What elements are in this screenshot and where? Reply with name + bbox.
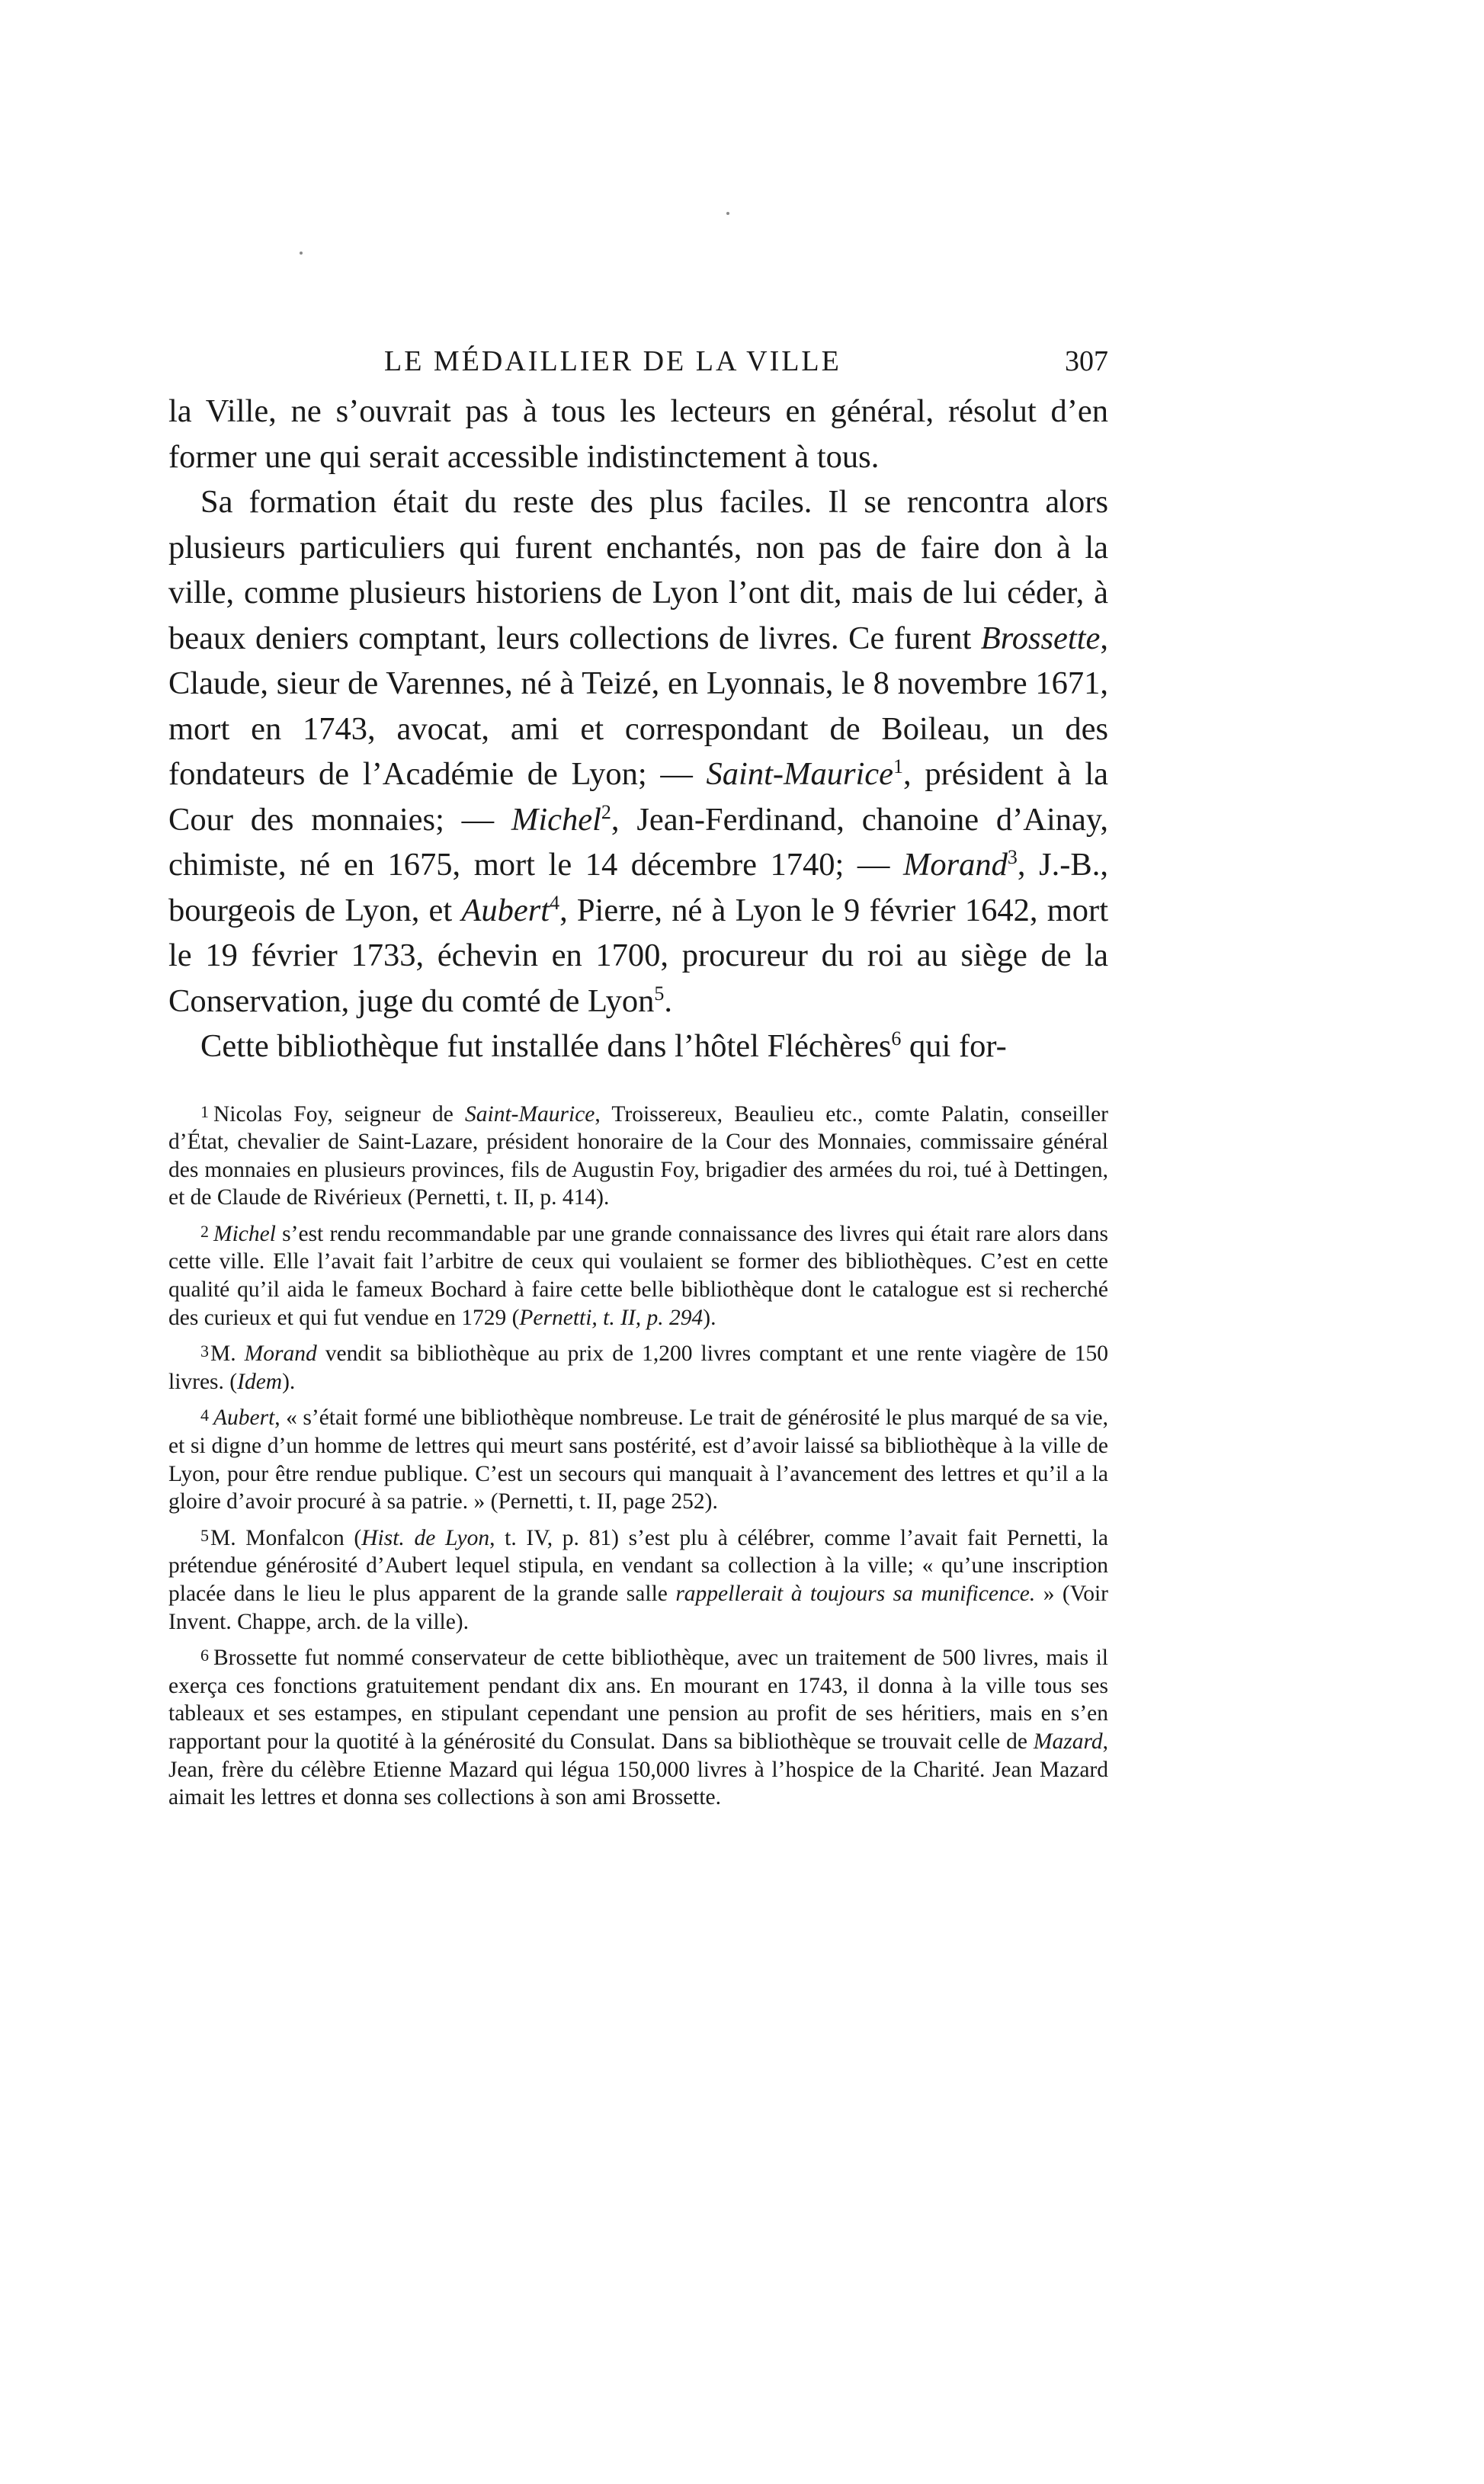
text-run: M.	[210, 1341, 245, 1367]
text-run: , t. IV, p. 81) s’est plu à célébrer, comme l’avait fait Pernetti, la prétendue générosité d’Aubert lequel stipula, en vendant sa collection à la ville; « qu’une inscription placée dans le lieu le plus apparent de la grande salle	[168, 1525, 1108, 1606]
footnote-number: 2	[200, 1221, 209, 1241]
text-run: Cette bibliothèque fut installée dans l’hôtel Fléchères	[200, 1028, 892, 1064]
italic-run: Michel	[213, 1221, 276, 1246]
scan-speck	[300, 252, 303, 255]
footnote-5	[168, 1522, 1108, 1636]
footnote-number: 3	[200, 1341, 209, 1361]
name-saint-maurice: Saint-Maurice	[706, 756, 894, 792]
italic-run: Idem	[237, 1369, 283, 1394]
text-run: Nicolas Foy, seigneur de	[213, 1101, 465, 1127]
footnote-number: 1	[200, 1101, 209, 1121]
main-text	[168, 389, 1108, 1069]
italic-run: Mazard	[1033, 1729, 1103, 1754]
italic-run: Morand	[244, 1341, 317, 1367]
footnote-1	[168, 1098, 1108, 1212]
italic-run: Hist. de Lyon	[361, 1525, 490, 1550]
text-run: ).	[282, 1369, 296, 1394]
scan-speck	[726, 212, 729, 215]
footnotes	[168, 1098, 1108, 1812]
text-run: , Troissereux, Beaulieu etc., comte Palatin, conseiller d’État, chevalier de Saint-Lazare, président honoraire de la Cour des Monnaies, commissaire général des monnaies en plusieurs provinces, fils de Augustin Foy, brigadier des armées du roi, tué à Dettingen, et de Claude de Rivérieux (Pernetti, t. II, p. 414).	[168, 1101, 1108, 1210]
text-run: , président à la Cour des monnaies; —	[168, 756, 1108, 838]
text-run: , Jean-Ferdinand, chanoine d’Ainay, chimiste, né en 1675, mort le 14 décembre 1740; —	[168, 801, 1108, 883]
text-run: vendit sa bibliothèque au prix de 1,200 livres comptant et une rente viagère de 150 livres. (	[168, 1341, 1108, 1394]
italic-run: Aubert	[213, 1405, 275, 1431]
footnote-2	[168, 1218, 1108, 1332]
page-number: 307	[1065, 345, 1108, 377]
footnote-ref-1: 1	[893, 755, 904, 777]
name-michel: Michel	[511, 801, 601, 838]
text-run: ).	[703, 1305, 716, 1330]
footnote-4	[168, 1402, 1108, 1515]
text-run: Brossette fut nommé conservateur de cette bibliothèque, avec un traitement de 500 livres, mais il exerça ces fonctions gratuitement pendant dix ans. En mourant en 1743, il donna à la ville tous ses tableaux et ses estampes, en stipulant cependant une pension au profit de ses héritiers, mais en s’en rapportant pour la quotité à la générosité du Consulat. Dans sa bibliothèque se trouvait celle de	[168, 1646, 1108, 1754]
running-header	[168, 335, 1108, 389]
running-title: LE MÉDAILLIER DE LA VILLE	[384, 345, 841, 377]
footnote-number: 6	[200, 1646, 209, 1665]
italic-run: Saint-Maurice	[465, 1101, 595, 1127]
text-run: , Claude, sieur de Varennes, né à Teizé, en Lyonnais, le 8 novembre 1671, mort en 1743, avocat, ami et correspondant de Boileau, un des fondateurs de l’Académie de Lyon; —	[168, 620, 1108, 792]
footnote-number: 4	[200, 1405, 209, 1425]
footnote-ref-6: 6	[891, 1027, 902, 1050]
text-run: , Pierre, né à Lyon le 9 février 1642, mort le 19 février 1733, échevin en 1700, procureur du roi au siège de la Conservation, juge du comté de Lyon	[168, 892, 1108, 1019]
footnote-ref-4: 4	[550, 891, 560, 914]
text-run: Sa formation était du reste des plus faciles. Il se rencontra alors plusieurs particuliers qui furent enchantés, non pas de faire don à la ville, comme plusieurs historiens de Lyon l’ont dit, mais de lui céder, à beaux deniers comptant, leurs collections de livres. Ce furent	[168, 484, 1108, 656]
footnote-6	[168, 1642, 1108, 1812]
footnote-ref-5: 5	[654, 982, 665, 1005]
text-run: , « s’était formé une bibliothèque nombreuse. Le trait de générosité le plus marqué de sa vie, et si digne d’un homme de lettres qui meurt sans postérité, est d’avoir laissé sa bibliothèque à la ville de Lyon, pour être rendue publique. C’est un secours qui manquait à l’avancement des lettres et qu’il a la gloire d’avoir procuré à sa patrie. » (Pernetti, t. II, page 252).	[168, 1405, 1108, 1514]
text-run: M. Monfalcon (	[210, 1525, 362, 1550]
footnote-ref-3: 3	[1007, 845, 1018, 868]
footnote-ref-2: 2	[601, 800, 611, 823]
text-run: , J.-B., bourgeois de Lyon, et	[168, 847, 1109, 928]
paragraph-continuation: la Ville, ne s’ouvrait pas à tous les lecteurs en général, résolut d’en former une qui serait accessible indistinctement à tous.	[168, 393, 1108, 475]
text-run: » (Voir Invent. Chappe, arch. de la ville).	[168, 1582, 1109, 1634]
name-aubert: Aubert	[461, 892, 550, 928]
name-morand: Morand	[902, 847, 1008, 883]
text-run: s’est rendu recommandable par une grande connaissance des livres qui était rare alors dans cette ville. Elle l’avait fait l’arbitre de ceux qui voulaient se former des bibliothèques. C’est en cette qualité qu’il aida le fameux Bochard à faire cette belle bibliothèque dont le catalogue est si recherché des curieux et qui fut vendue en 1729 (	[168, 1221, 1108, 1330]
text-run: .	[664, 982, 673, 1019]
italic-run: rappellerait à toujours sa munificence.	[675, 1582, 1036, 1606]
footnote-3	[168, 1338, 1108, 1396]
footnote-number: 5	[200, 1525, 209, 1545]
text-run: qui for-	[901, 1028, 1007, 1064]
italic-run: Pernetti, t. II, p. 294	[519, 1305, 704, 1330]
name-brossette: Brossette	[980, 620, 1101, 656]
paragraph-collections	[168, 479, 1108, 1024]
text-run: , Jean, frère du célèbre Etienne Mazard qui légua 150,000 livres à l’hospice de la Charité. Jean Mazard aimait les lettres et donna ses collections à son ami Brossette.	[168, 1729, 1108, 1810]
paragraph-installation	[168, 1024, 1108, 1069]
document-page	[168, 335, 1108, 1818]
